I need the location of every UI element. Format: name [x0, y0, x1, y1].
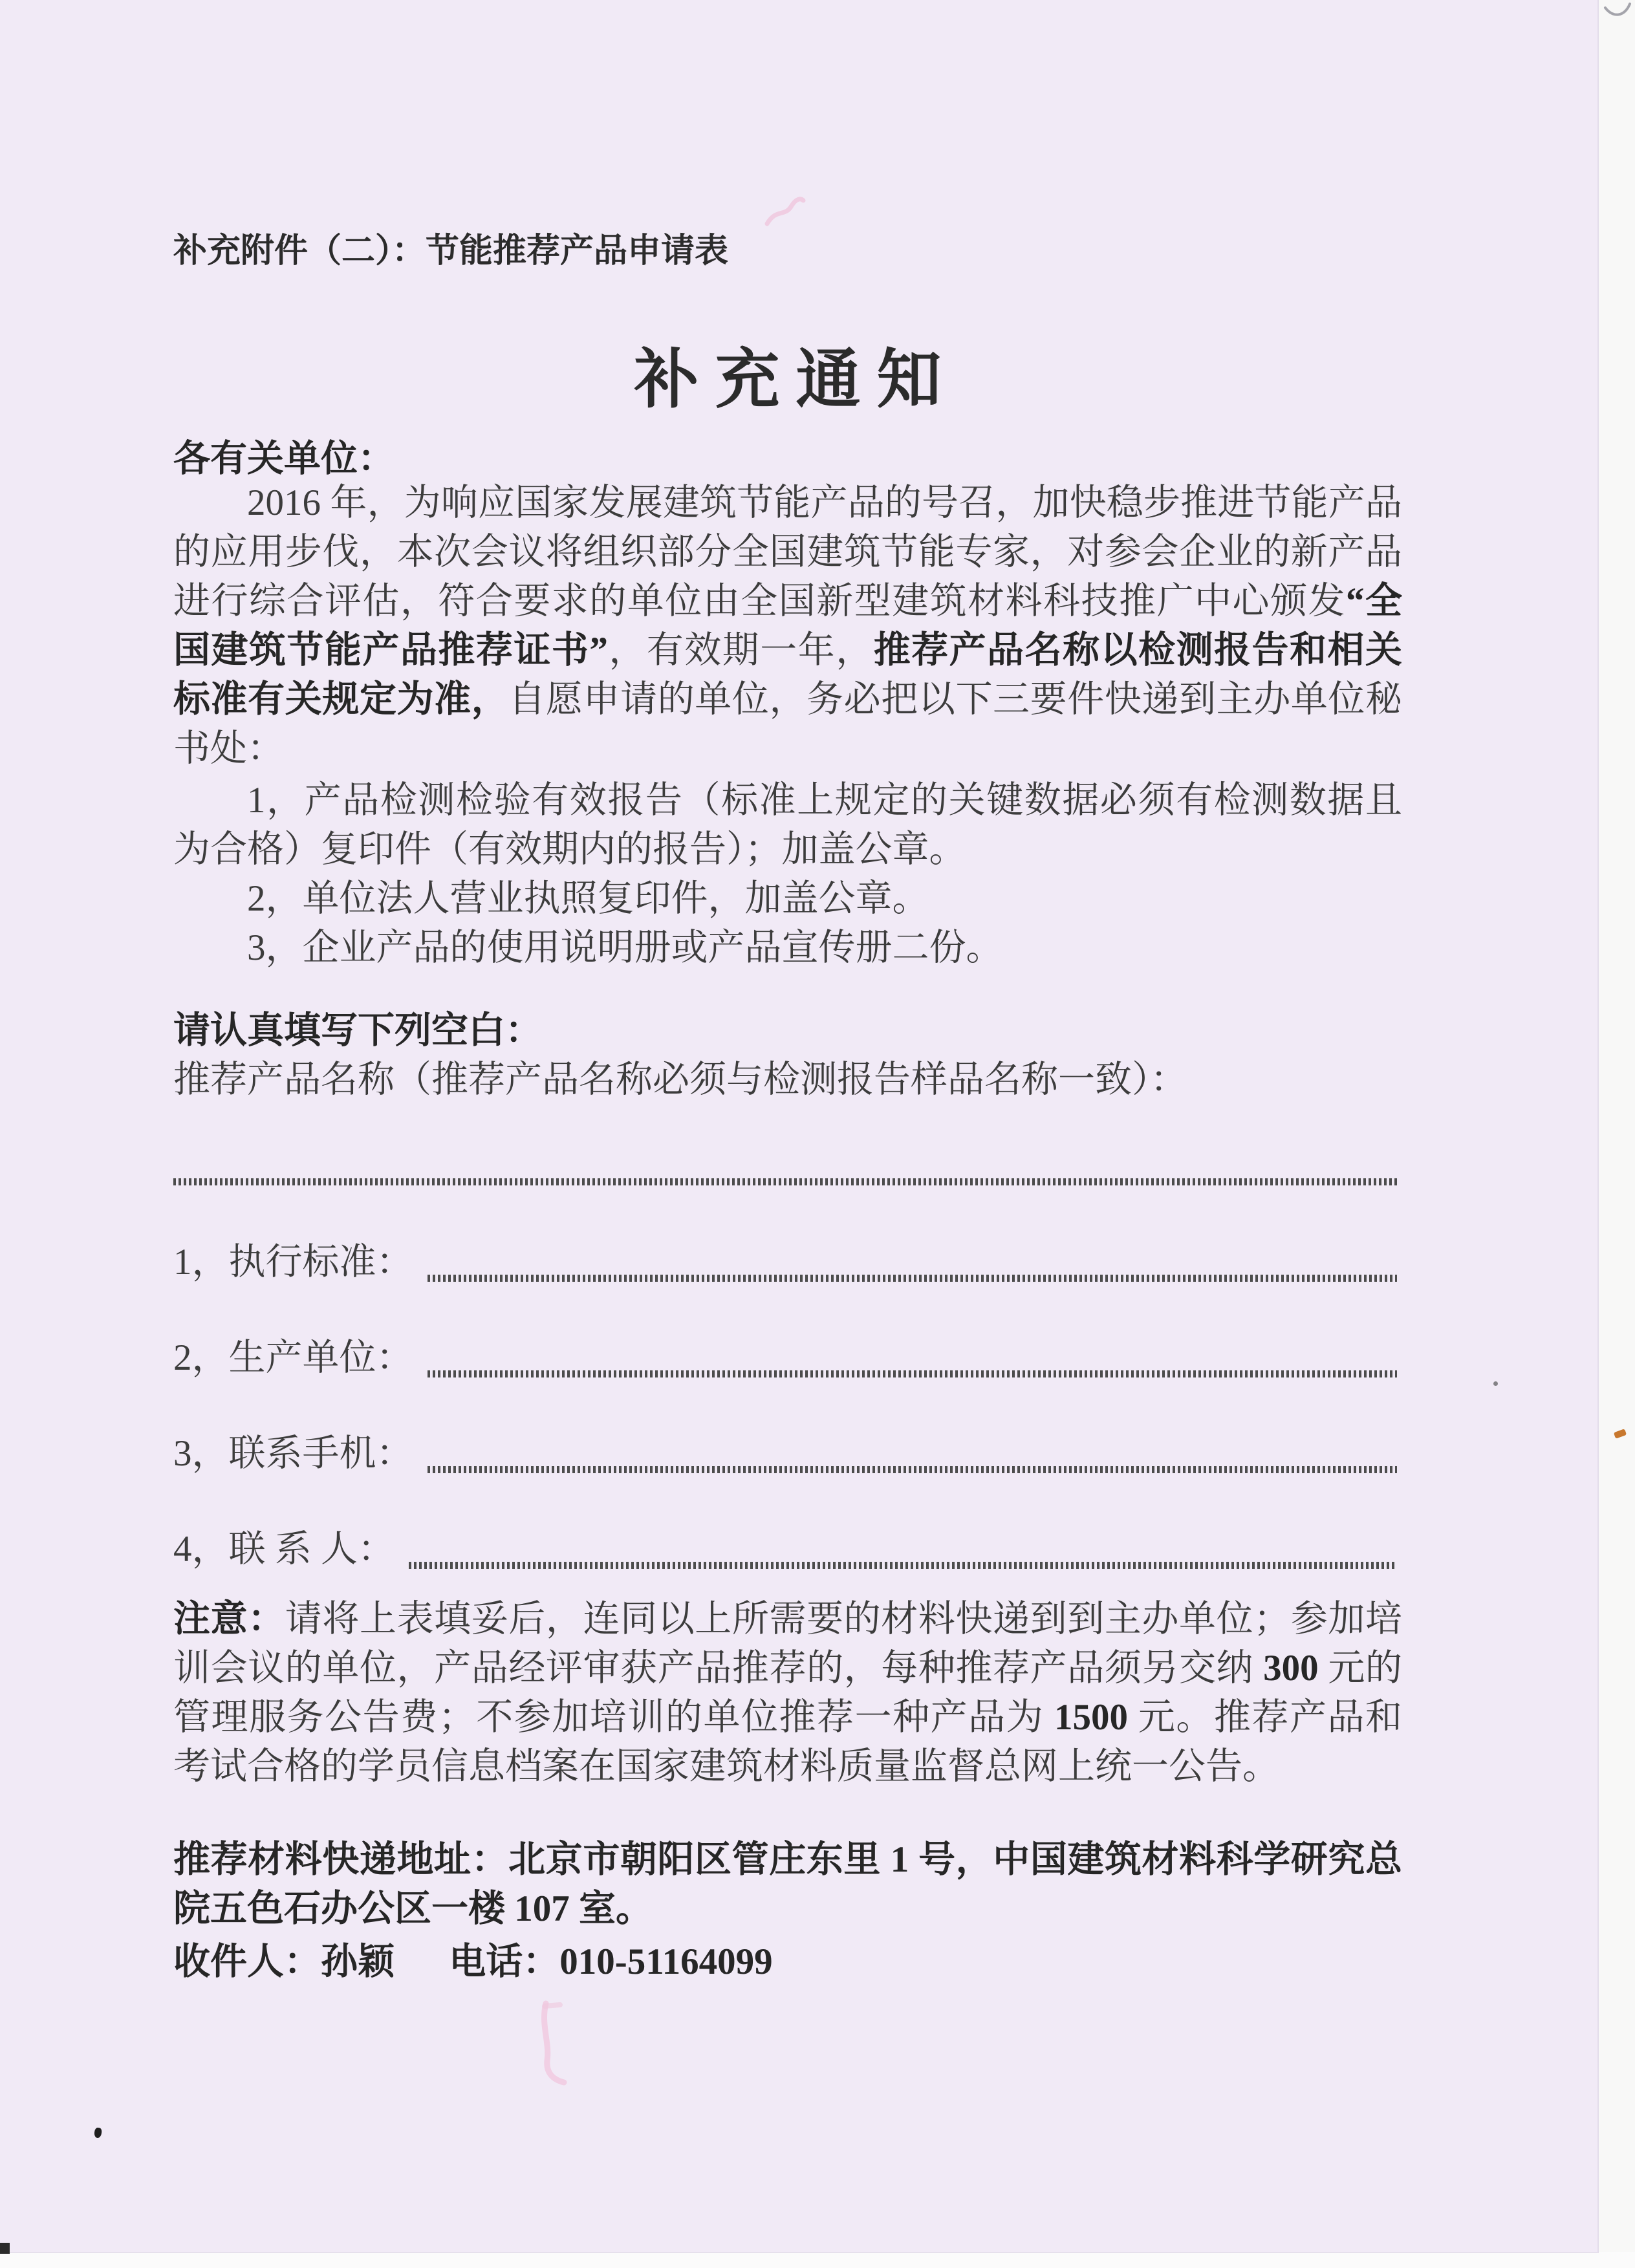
- notice-text-2: 元的管理服务公告费；不参加培训的单位推荐一种产品为: [173, 1648, 1402, 1738]
- field-label-manufacturer: 2，生产单位：: [173, 1337, 413, 1378]
- product-name-label: 推荐产品名称（推荐产品名称必须与检测报告样品名称一致）：: [173, 1059, 1187, 1100]
- requirement-item-report: 1，产品检测检验有效报告（标准上规定的关键数据必须有检测数据且为合格）复印件（有效期内的报告）；加盖公章。: [173, 780, 1402, 870]
- requirement-item-manual: 3，企业产品的使用说明册或产品宣传册二份。: [247, 927, 1003, 968]
- field-row-contact-person: [173, 1526, 1402, 1573]
- mailing-address: 推荐材料快递地址：北京市朝阳区管庄东里 1 号，中国建筑材料科学研究总院五色石办公区一楼 107 室。: [173, 1839, 1402, 1929]
- field-fill-line-contact-person: [409, 1562, 1397, 1569]
- product-name-fill-line: [173, 1178, 1399, 1185]
- training-fee-amount: 300: [1263, 1648, 1319, 1689]
- certificate-name-bold: “全国建筑节能产品推荐证书”: [173, 581, 1402, 671]
- notice-text-3: 元。推荐产品和考试合格的学员信息档案在国家建筑材料质量监督总网上统一公告。: [173, 1697, 1403, 1787]
- field-row-mobile: [173, 1431, 1402, 1477]
- notice-label: 注意：: [173, 1599, 285, 1639]
- scanner-background-right: [1597, 0, 1635, 2268]
- requirement-item-license: 2，单位法人营业执照复印件，加盖公章。: [247, 878, 929, 919]
- attachment-note: 补充附件（二）：节能推荐产品申请表: [173, 233, 729, 270]
- field-label-contact-person: 4，联 系 人：: [173, 1529, 395, 1570]
- phone-number: 电话：010-51164099: [449, 1941, 773, 1982]
- notice-text-1: 请将上表填妥后，连同以上所需要的材料快递到到主办单位；参加培训会议的单位，产品经评审获产品推荐的，每种推荐产品须另交纳: [173, 1599, 1402, 1689]
- field-fill-line-manufacturer: [428, 1370, 1398, 1377]
- field-fill-line-standard: [428, 1275, 1398, 1282]
- field-label-standard: 1，执行标准：: [173, 1242, 413, 1282]
- notice-paragraph: [173, 1595, 1402, 1791]
- naming-rule-bold: 推荐产品名称以检测报告和相关标准有关规定为准，: [173, 630, 1402, 720]
- dust-speck: [1493, 1381, 1498, 1386]
- field-label-mobile: 3，联系手机：: [173, 1433, 413, 1474]
- intro-paragraph: [173, 479, 1402, 773]
- no-training-fee-amount: 1500: [1054, 1697, 1129, 1738]
- ink-speck: [94, 2127, 102, 2138]
- intro-text-tail: 自愿申请的单位，务必把以下三要件快递到主办单位秘书处：: [173, 679, 1402, 769]
- salutation: 各有关单位：: [173, 438, 395, 479]
- requirements-list: [173, 776, 1402, 973]
- field-row-manufacturer: [173, 1335, 1402, 1381]
- scanner-background-bottom: [0, 2252, 1635, 2268]
- page-title: 补 充 通 知: [634, 344, 942, 416]
- scan-edge-notch: [0, 2243, 10, 2254]
- recipient-line: [173, 1938, 1402, 1987]
- field-row-standard: [173, 1239, 1402, 1286]
- fill-heading: 请认真填写下列空白：: [173, 1010, 542, 1051]
- intro-text-validity: ，有效期一年，: [607, 630, 874, 671]
- field-fill-line-mobile: [428, 1466, 1398, 1473]
- intro-text-lead: 2016 年，为响应国家发展建筑节能产品的号召，加快稳步推进节能产品的应用步伐，本次会议将组织部分全国建筑节能专家，对参会企业的新产品进行综合评估，符合要求的单位由全国新型建筑材料科技推广中心颁发: [173, 482, 1402, 621]
- recipient-name: 收件人：孙颖: [173, 1941, 395, 1982]
